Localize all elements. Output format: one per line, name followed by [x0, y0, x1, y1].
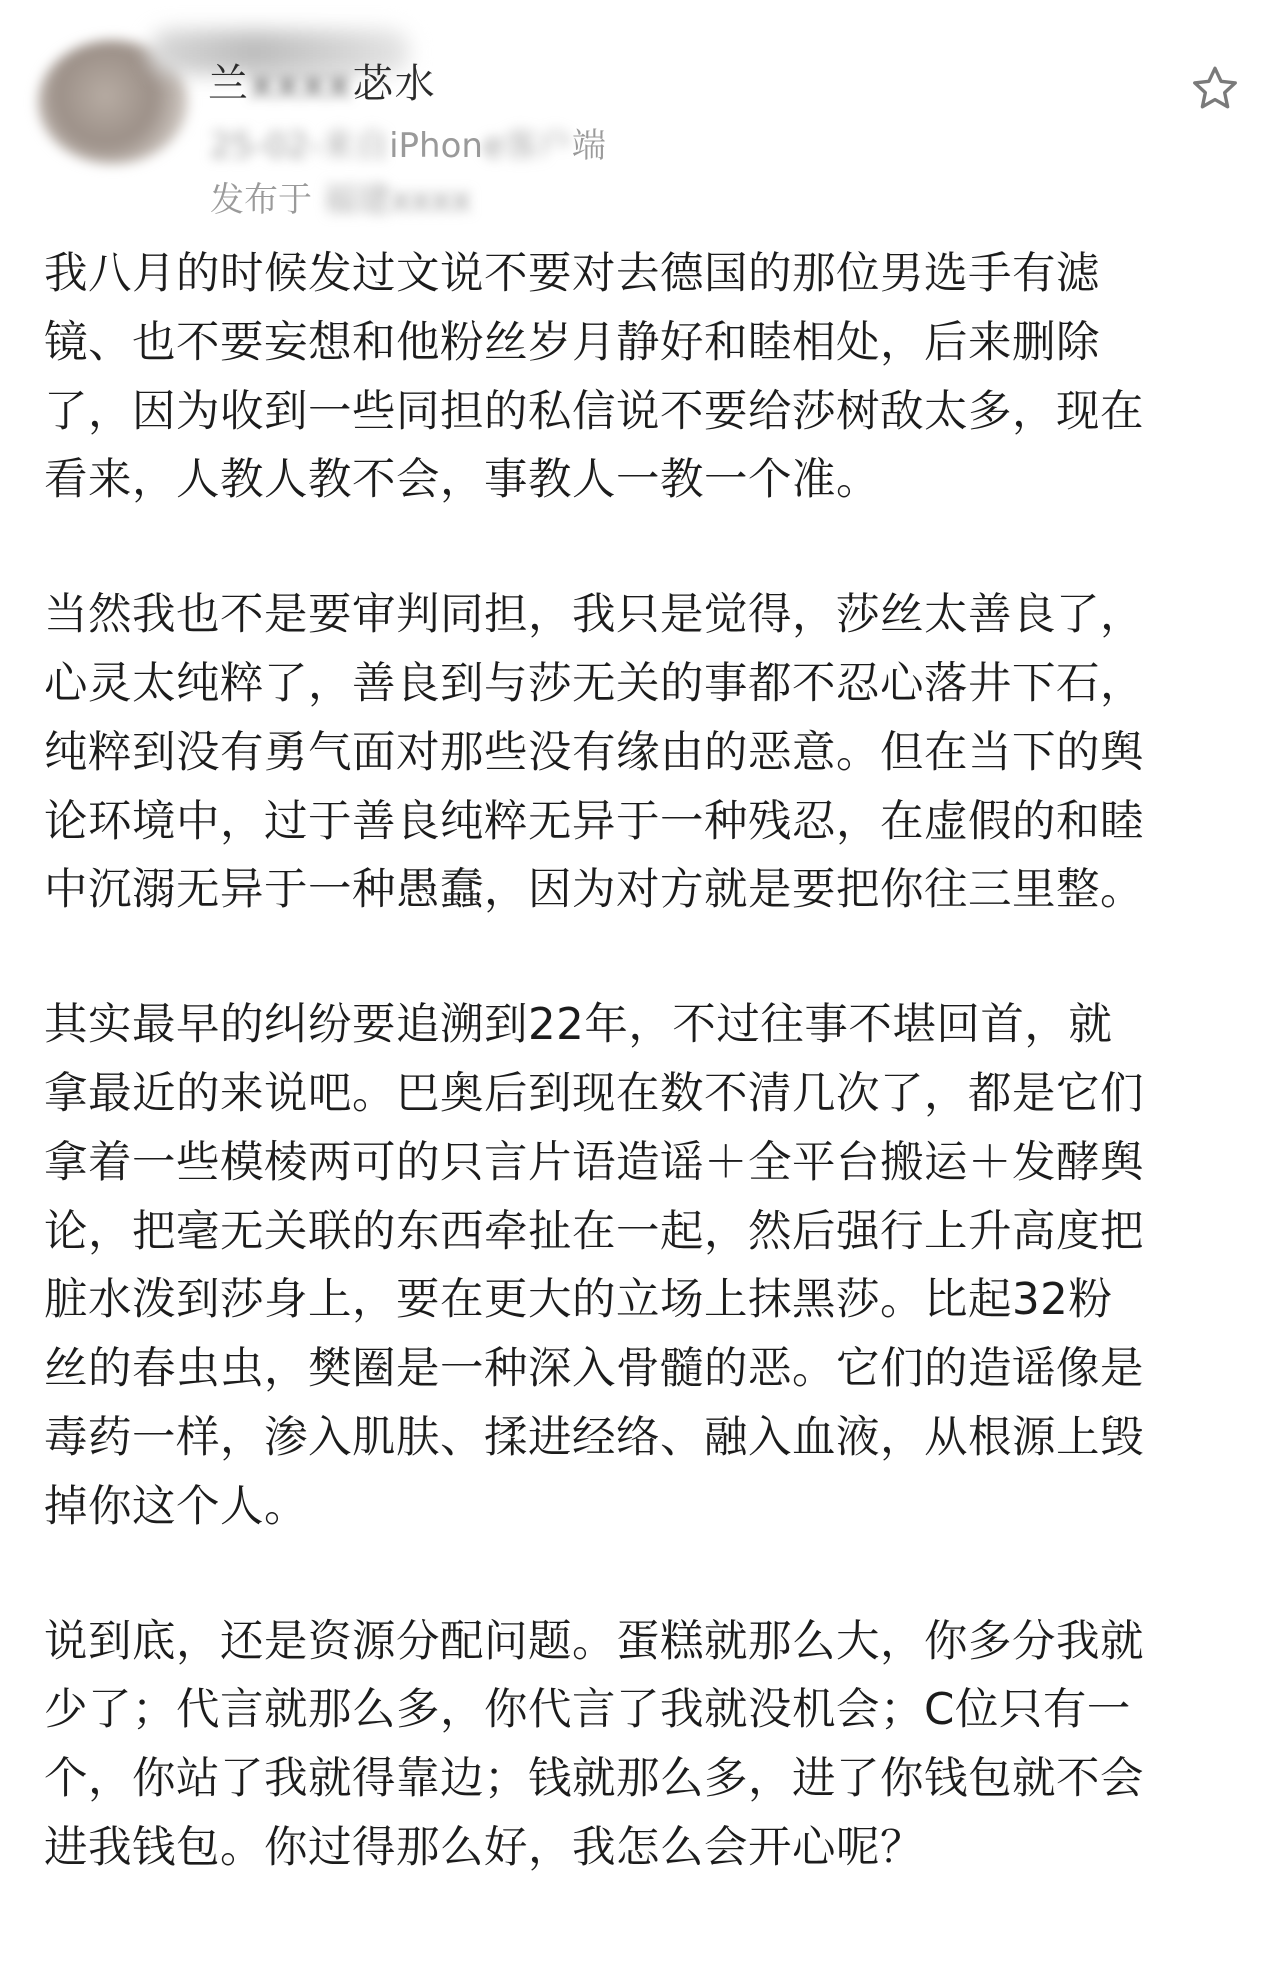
star-icon[interactable]: [1188, 62, 1242, 116]
location-place: 福建: [322, 180, 391, 220]
text-line: 个，你站了我就得靠边；钱就那么多，进了你钱包就不会: [44, 1754, 1144, 1805]
text-line: 脏水泼到莎身上，要在更大的立场上抹黑莎。比起32粉: [44, 1275, 1113, 1326]
text-line: 拿最近的来说吧。巴奥后到现在数不清几次了，都是它们: [44, 1068, 1144, 1119]
paragraph: [44, 581, 1249, 925]
text-line: 毒药一样，渗入肌肤、揉进经络、融入血液，从根源上毁: [44, 1412, 1144, 1463]
text-line: 拿着一些模棱两可的只言片语造谣＋全平台搬运＋发酵舆: [44, 1137, 1144, 1188]
text-line: 说到底，还是资源分配问题。蛋糕就那么大，你多分我就: [44, 1616, 1144, 1667]
text-line: 少了；代言就那么多，你代言了我就没机会；C位只有一: [44, 1685, 1131, 1736]
location-prefix: 发布于: [210, 180, 312, 220]
device-name-redacted: e客户: [482, 126, 572, 166]
post-date: 25-02-: [210, 126, 322, 166]
meta-source-prefix: 来自: [321, 126, 390, 166]
device-suffix: 端: [571, 126, 606, 166]
text-line: 中沉溺无异于一种愚蠢，因为对方就是要把你往三里整。: [44, 865, 1144, 916]
text-line: 了，因为收到一些同担的私信说不要给莎树敌太多，现在: [44, 386, 1144, 437]
post-location: [210, 172, 471, 221]
author-name-redacted: xxxx: [250, 61, 353, 107]
location-place-redacted: xxxx: [390, 180, 472, 220]
author-name-end: 苾水: [352, 61, 437, 107]
author-name-start: 兰: [208, 61, 250, 107]
post-meta: [210, 118, 606, 167]
text-line: 其实最早的纠纷要追溯到22年，不过往事不堪回首，就: [44, 1000, 1113, 1051]
text-line: 进我钱包。你过得那么好，我怎么会开心呢？: [44, 1822, 924, 1873]
post-header: [0, 0, 1284, 220]
paragraph: [44, 991, 1249, 1541]
post-body: [44, 240, 1249, 1949]
text-line: 心灵太纯粹了，善良到与莎无关的事都不忍心落井下石，: [44, 658, 1144, 709]
author-name[interactable]: [208, 52, 437, 109]
text-line: 纯粹到没有勇气面对那些没有缘由的恶意。但在当下的舆: [44, 727, 1144, 778]
paragraph: [44, 240, 1249, 515]
text-line: 掉你这个人。: [44, 1481, 308, 1532]
text-line: 丝的春虫虫，樊圈是一种深入骨髓的恶。它们的造谣像是: [44, 1344, 1144, 1395]
text-line: 镜、也不要妄想和他粉丝岁月静好和睦相处，后来删除: [44, 317, 1100, 368]
text-line: 论环境中，过于善良纯粹无异于一种残忍，在虚假的和睦: [44, 796, 1144, 847]
text-line: 看来，人教人教不会，事教人一教一个准。: [44, 455, 880, 506]
device-name: iPhon: [389, 126, 483, 166]
paragraph: [44, 1608, 1249, 1883]
text-line: 我八月的时候发过文说不要对去德国的那位男选手有滤: [44, 249, 1100, 299]
text-line: 当然我也不是要审判同担，我只是觉得，莎丝太善良了，: [44, 590, 1144, 641]
text-line: 论，把毫无关联的东西牵扯在一起，然后强行上升高度把: [44, 1206, 1144, 1257]
